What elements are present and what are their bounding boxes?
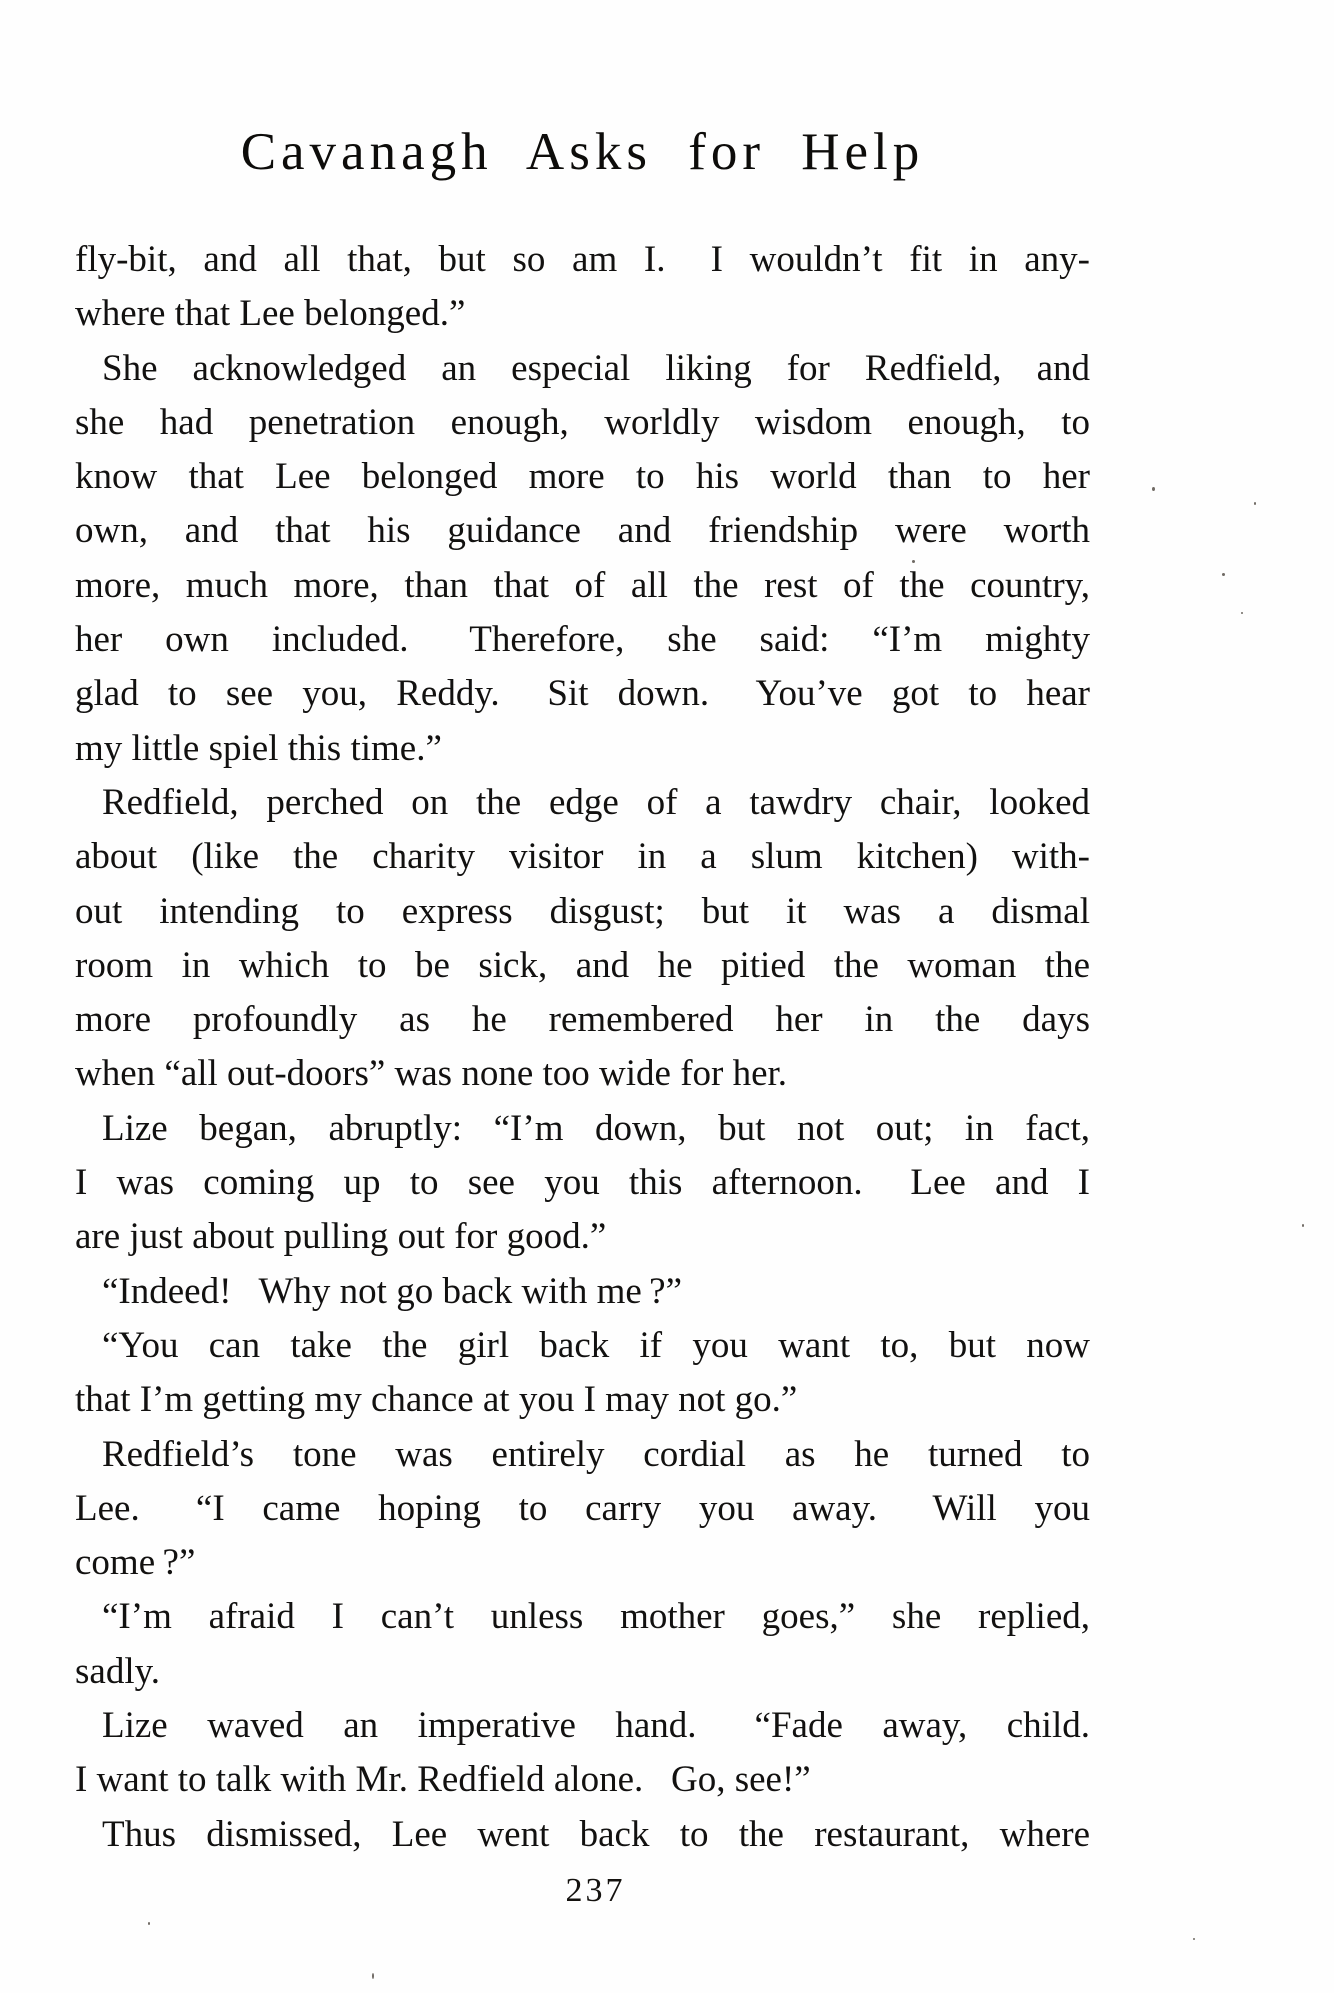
scan-speck bbox=[1222, 573, 1225, 576]
paragraph bbox=[75, 1265, 1090, 1319]
text-line: own, and that his guidance and friendship were worth bbox=[75, 510, 1090, 552]
paragraph bbox=[75, 776, 1090, 1102]
text-line: that I’m getting my chance at you I may not go.” bbox=[75, 1379, 798, 1421]
scan-speck bbox=[1193, 1938, 1195, 1940]
paragraph bbox=[75, 1102, 1090, 1265]
text-line: sadly. bbox=[75, 1650, 160, 1692]
paragraph bbox=[75, 342, 1090, 776]
text-line: she had penetration enough, worldly wisdom enough, to bbox=[75, 401, 1090, 443]
paragraph bbox=[75, 1699, 1090, 1808]
scan-speck bbox=[372, 1973, 374, 1979]
text-line: are just about pulling out for good.” bbox=[75, 1216, 607, 1258]
running-title: Cavanagh Asks for Help bbox=[240, 123, 925, 181]
text-line: my little spiel this time.” bbox=[75, 727, 442, 769]
text-line: come ?” bbox=[75, 1542, 196, 1584]
paragraph bbox=[75, 1590, 1090, 1699]
text-line: Redfield’s tone was entirely cordial as he turned to bbox=[102, 1433, 1090, 1475]
page-number: 237 bbox=[565, 1872, 626, 1909]
text-line: about (like the charity visitor in a slum kitchen) with- bbox=[75, 836, 1090, 878]
text-line: Thus dismissed, Lee went back to the restaurant, where bbox=[102, 1813, 1090, 1855]
text-line: “You can take the girl back if you want to, but now bbox=[102, 1324, 1090, 1366]
text-line: “I’m afraid I can’t unless mother goes,” she replied, bbox=[102, 1596, 1090, 1638]
scan-speck bbox=[912, 560, 915, 563]
text-line: her own included. Therefore, she said: “I’m mighty bbox=[75, 619, 1090, 661]
scan-speck bbox=[1302, 1224, 1304, 1227]
text-block bbox=[75, 233, 1090, 1862]
text-line: where that Lee belonged.” bbox=[75, 293, 466, 335]
text-line: when “all out-doors” was none too wide for her. bbox=[75, 1053, 788, 1095]
text-line: room in which to be sick, and he pitied the woman the bbox=[75, 944, 1090, 986]
paragraph bbox=[75, 1808, 1090, 1862]
paragraph bbox=[75, 233, 1090, 342]
scan-speck bbox=[1254, 502, 1256, 505]
text-line: fly-bit, and all that, but so am I. I wouldn’t fit in any- bbox=[75, 239, 1090, 280]
text-line: Lize began, abruptly: “I’m down, but not out; in fact, bbox=[102, 1107, 1090, 1149]
text-line: more, much more, than that of all the rest of the country, bbox=[75, 564, 1090, 606]
scan-speck bbox=[1152, 487, 1155, 491]
text-line: Lee. “I came hoping to carry you away. Will you bbox=[75, 1487, 1090, 1529]
scan-speck bbox=[148, 1922, 150, 1925]
text-line: Redfield, perched on the edge of a tawdry chair, looked bbox=[102, 781, 1090, 823]
text-line: more profoundly as he remembered her in the days bbox=[75, 999, 1090, 1041]
text-line: She acknowledged an especial liking for Redfield, and bbox=[102, 347, 1090, 389]
text-line: Lize waved an imperative hand. “Fade away, child. bbox=[102, 1705, 1090, 1747]
text-line: out intending to express disgust; but it was a dismal bbox=[75, 890, 1090, 932]
paragraph bbox=[75, 1319, 1090, 1428]
scan-speck bbox=[1241, 612, 1243, 614]
text-line: I want to talk with Mr. Redfield alone. Go, see!” bbox=[75, 1759, 811, 1801]
paragraph bbox=[75, 1428, 1090, 1591]
text-line: I was coming up to see you this afternoon. Lee and I bbox=[75, 1162, 1090, 1204]
text-line: “Indeed! Why not go back with me ?” bbox=[102, 1270, 683, 1312]
text-line: know that Lee belonged more to his world than to her bbox=[75, 456, 1090, 498]
text-line: glad to see you, Reddy. Sit down. You’ve got to hear bbox=[75, 673, 1090, 715]
